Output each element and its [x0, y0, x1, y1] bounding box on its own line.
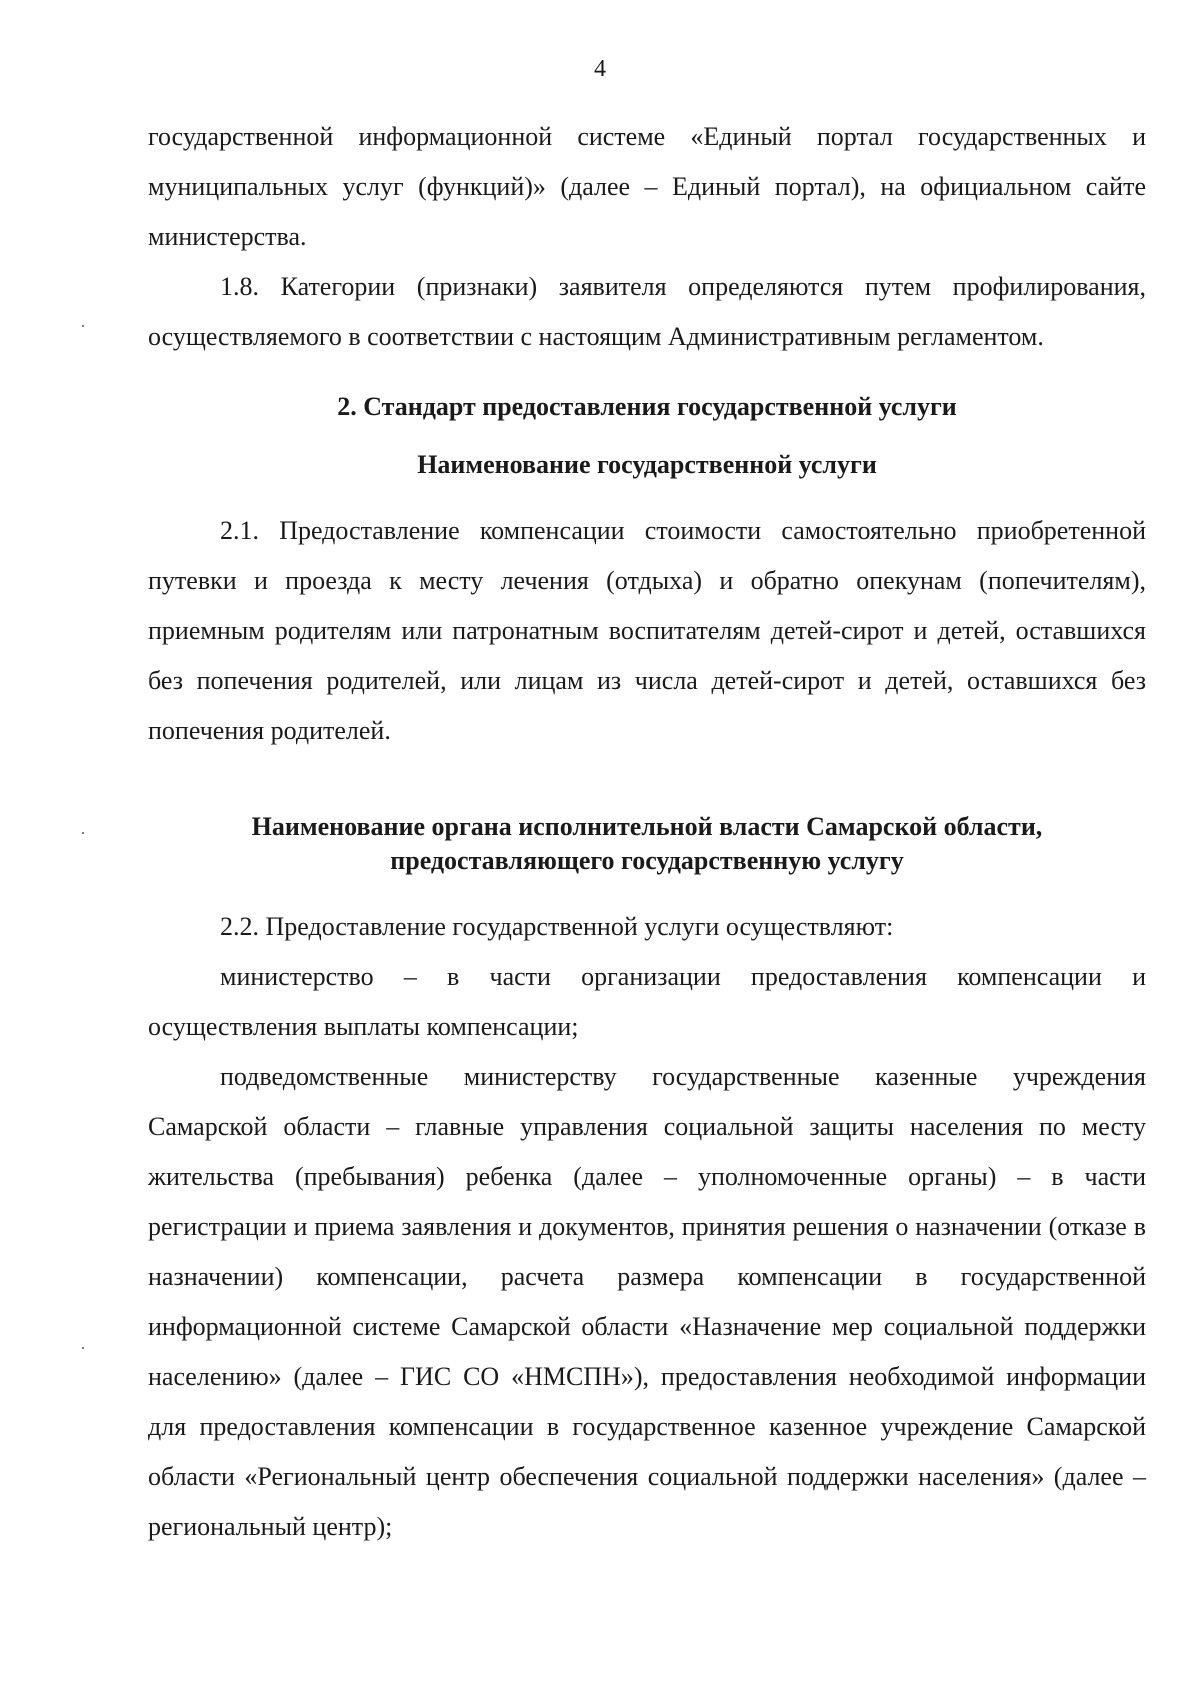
margin-mark: [82, 325, 84, 327]
paragraph-portal-continuation: государственной информационной системе «Единый портал государственных и муниципальных услуг (функций)» (далее – Единый портал), на официальном сайте министерства.: [148, 122, 1146, 251]
document-body: [148, 112, 1146, 1552]
subheading-authority-line1: Наименование органа исполнительной власти Самарской области,: [251, 812, 1043, 841]
paragraph-subordinate-institutions: подведомственные министерству государственные казенные учреждения Самарской области – главные управления социальной защиты населения по месту жительства (пребывания) ребенка (далее – уполномоченные органы) – в части регистрации и приема заявления и документов, принятия решения о назначении (отказе в назначении) компенсации, расчета размера компенсации в государственной информационной системе Самарской области «Назначение мер социальной поддержки населению» (далее – ГИС СО «НМСПН»), предоставления необходимой информации для предоставления компенсации в государственное казенное учреждение Самарской области «Региональный центр обеспечения социальной поддержки населения» (далее – региональный центр);: [148, 1062, 1146, 1541]
paragraph-2-1: 2.1. Предоставление компенсации стоимости самостоятельно приобретенной путевки и проезда к месту лечения (отдыха) и обратно опекунам (попечителям), приемным родителям или патронатным воспитателям детей-сирот и детей, оставшихся без попечения родителей, или лицам из числа детей-сирот и детей, оставшихся без попечения родителей.: [148, 516, 1146, 745]
paragraph-ministry: министерство – в части организации предоставления компенсации и осуществления выплаты компенсации;: [148, 962, 1146, 1041]
subheading-authority: [148, 810, 1146, 878]
subheading-authority-line2: предоставляющего государственную услугу: [390, 846, 904, 875]
page-number: 4: [594, 56, 606, 82]
margin-mark: [82, 832, 84, 834]
paragraph-2-2: 2.2. Предоставление государственной услуги осуществляют:: [220, 912, 894, 941]
paragraph-1-8: 1.8. Категории (признаки) заявителя определяются путем профилирования, осуществляемого в соответствии с настоящим Административным регламентом.: [148, 272, 1146, 351]
margin-mark: [82, 1347, 84, 1349]
subheading-service-name: Наименование государственной услуги: [417, 450, 877, 479]
section-heading-standard: 2. Стандарт предоставления государственной услуги: [337, 392, 957, 421]
